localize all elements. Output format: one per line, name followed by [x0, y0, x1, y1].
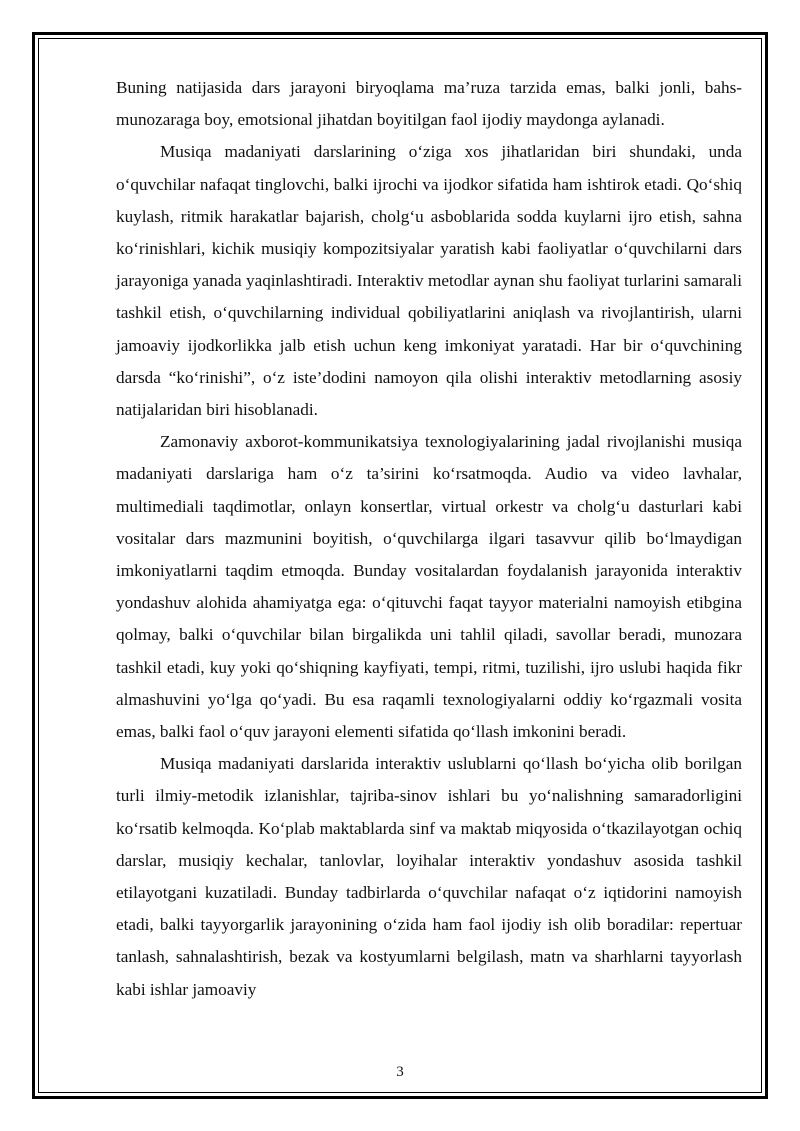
paragraph: Zamonaviy axborot-kommunikatsiya texnologiyalarining jadal rivojlanishi musiqa madaniyati darslariga ham o‘z ta’sirini ko‘rsatmoqda. Audio va video lavhalar, multimediali taqdimotlar, onlayn konsertlar, virtual orkestr va cholg‘u dasturlari kabi vositalar dars mazmunini boyitish, o‘quvchilarga ilgari tasavvur qilib bo‘lmaydigan imkoniyatlarni taqdim etmoqda. Bunday vositalardan foydalanish jarayonida interaktiv yondashuv alohida ahamiyatga ega: o‘qituvchi faqat tayyor materialni namoyish etibgina qolmay, balki o‘quvchilar bilan birgalikda uni tahlil qiladi, savollar beradi, munozara tashkil etadi, kuy yoki qo‘shiqning kayfiyati, tempi, ritmi, tuzilishi, ijro uslubi haqida fikr almashuvini yo‘lga qo‘yadi. Bu esa raqamli texnologiyalarni oddiy ko‘rgazmali vosita emas, balki faol o‘quv jarayoni elementi sifatida qo‘llash imkonini beradi.	[116, 432, 742, 742]
paragraph: Musiqa madaniyati darslarining o‘ziga xos jihatlaridan biri shundaki, unda o‘quvchilar nafaqat tinglovchi, balki ijrochi va ijodkor sifatida ham ishtirok etadi. Qo‘shiq kuylash, ritmik harakatlar bajarish, cholg‘u asboblarida sodda kuylarni ijro etish, sahna ko‘rinishlari, kichik musiqiy kompozitsiyalar yaratish kabi faoliyatlar o‘quvchilarni dars jarayoniga yanada yaqinlashtiradi. Interaktiv metodlar aynan shu faoliyat turlarini samarali tashkil etish, o‘quvchilarning individual qobiliyatlarini aniqlash va rivojlantirish, ularni jamoaviy ijodkorlikka jalb etish uchun keng imkoniyat yaratadi. Har bir o‘quvchining darsda “ko‘rinishi”, o‘z iste’dodini namoyon qila olishi interaktiv metodlarning asosiy natijalaridan biri hisoblanadi.	[116, 142, 742, 420]
page-number: 3	[396, 1064, 404, 1080]
document-body	[116, 72, 742, 1006]
paragraph: Musiqa madaniyati darslarida interaktiv uslublarni qo‘llash bo‘yicha olib borilgan turli ilmiy-metodik izlanishlar, tajriba-sinov ishlari bu yo‘nalishning samaradorligini ko‘rsatib kelmoqda. Ko‘plab maktablarda sinf va maktab miqyosida o‘tkazilayotgan ochiq darslar, musiqiy kechalar, tanlovlar, loyihalar interaktiv yondashuv asosida tashkil etilayotgani kuzatiladi. Bunday tadbirlarda o‘quvchilar nafaqat o‘z iqtidorini namoyish etadi, balki tayyorgarlik jarayonining o‘zida ham faol ijodiy ish olib boradilar: repertuar tanlash, sahnalashtirish, bezak va kostyumlarni belgilash, matn va sharhlarni tayyorlash kabi ishlar jamoaviy	[116, 754, 742, 999]
paragraph-continuation: Buning natijasida dars jarayoni biryoqlama ma’ruza tarzida emas, balki jonli, bahs-munozaraga boy, emotsional jihatdan boyitilgan faol ijodiy maydonga aylanadi.	[116, 78, 742, 130]
